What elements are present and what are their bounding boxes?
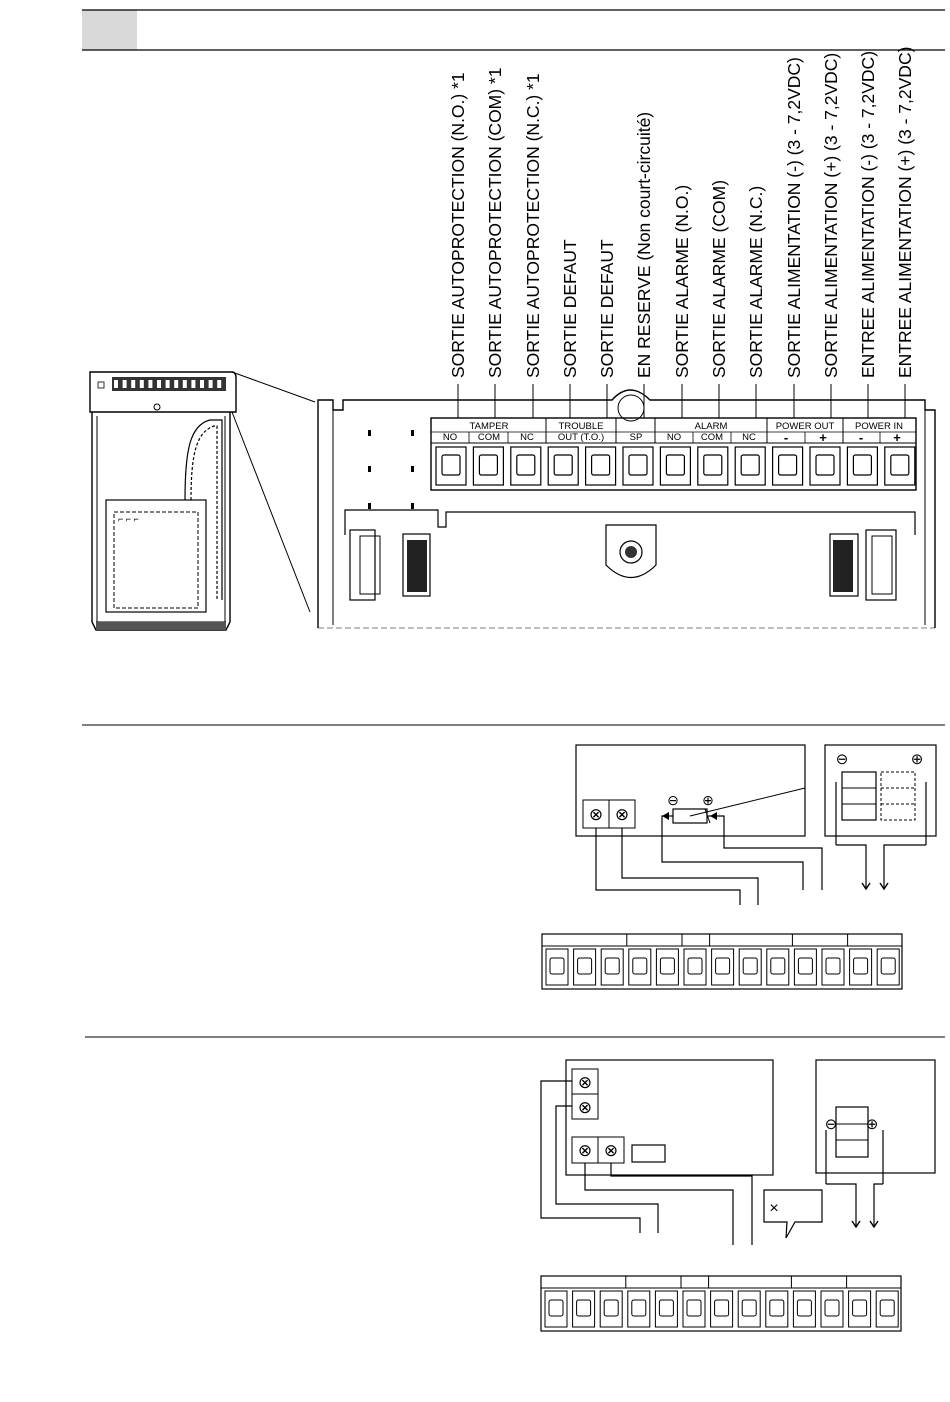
detector-overview	[90, 372, 315, 630]
strip-terminal	[794, 949, 816, 985]
terminal-label-4: SORTIE DEFAUT	[560, 239, 580, 378]
terminal-label-10: SORTIE ALIMENTATION (-) (3 - 7,2VDC)	[784, 57, 804, 378]
tamper-nc-label: NC	[520, 432, 534, 443]
minus-icon: ⊖	[835, 751, 849, 768]
strip-terminal	[766, 1291, 788, 1327]
strip-terminal	[850, 949, 872, 985]
terminal-screw-12	[847, 447, 877, 485]
tamper-no-label: NO	[442, 432, 458, 443]
minus-icon: ⊖	[667, 792, 679, 808]
strip-terminal	[712, 949, 734, 985]
strip-terminal	[628, 1291, 650, 1327]
terminal-screw-5	[586, 447, 616, 485]
alarm-nc-label: NC	[742, 432, 756, 443]
mini-terminal-tooth	[166, 380, 170, 388]
strip-terminal	[877, 949, 899, 985]
tamper-com-label: COM	[477, 432, 501, 443]
mini-terminal-tooth	[148, 380, 152, 388]
terminal-screw-1	[436, 447, 466, 485]
header-tab	[82, 10, 137, 50]
strip-terminal	[822, 949, 844, 985]
terminal-screw-2	[473, 447, 503, 485]
strip-terminal	[739, 949, 761, 985]
terminal-label-5: SORTIE DEFAUT	[597, 239, 617, 378]
power-out-group-label: POWER OUT	[775, 421, 835, 432]
terminal-strip-1	[542, 934, 902, 989]
terminal-screw-13	[885, 447, 915, 485]
strip-terminal	[545, 1291, 567, 1327]
plus-icon: ⊕	[865, 1116, 879, 1133]
strip-terminal	[683, 1291, 705, 1327]
plus-icon: ⊕	[702, 792, 714, 808]
terminal-screw-8	[698, 447, 728, 485]
power-out-plus-label: +	[819, 430, 827, 445]
power-out-minus-label: -	[783, 430, 789, 445]
strip-terminal	[656, 949, 678, 985]
strip-terminal	[573, 1291, 595, 1327]
terminal-screw-4	[548, 447, 578, 485]
mini-terminal-tooth	[140, 380, 144, 388]
screw-icon: ⊗	[603, 1141, 619, 1160]
trouble-out-label: OUT (T.O.)	[557, 432, 605, 443]
terminal-label-6: EN RESERVE (Non court-circuité)	[634, 111, 654, 378]
strip-terminal	[821, 1291, 843, 1327]
strip-terminal	[793, 1291, 815, 1327]
mini-terminal-tooth	[200, 380, 204, 388]
wiring-diagram-2	[541, 1060, 935, 1331]
strip-terminal	[767, 949, 789, 985]
screw-icon: ⊗	[577, 1098, 593, 1117]
battery-icon	[842, 772, 876, 820]
mini-terminal-tooth	[191, 380, 195, 388]
strip-terminal	[876, 1291, 898, 1327]
trouble-group-label: TROUBLE	[558, 421, 604, 432]
page-header	[82, 10, 945, 50]
strip-terminal	[546, 949, 568, 985]
plus-icon: ⊕	[910, 751, 924, 768]
screw-icon: ⊗	[614, 805, 630, 824]
strip-terminal	[684, 949, 706, 985]
cross-icon: ×	[769, 1200, 779, 1217]
terminal-label-list	[448, 47, 915, 418]
strip-terminal	[601, 949, 623, 985]
right-clip	[830, 530, 896, 600]
terminal-label-2: SORTIE AUTOPROTECTION (COM) *1	[485, 67, 505, 378]
strip-terminal	[738, 1291, 760, 1327]
mini-terminal-tooth	[183, 380, 187, 388]
strip-terminal	[849, 1291, 871, 1327]
terminal-strip-2	[541, 1276, 901, 1331]
center-screw-mount	[606, 525, 656, 578]
mini-terminal-tooth	[114, 380, 118, 388]
minus-icon: ⊖	[824, 1116, 838, 1133]
power-in-group-label: POWER IN	[854, 421, 904, 432]
terminal-board	[318, 390, 935, 628]
left-clip	[350, 530, 430, 600]
mini-terminal-tooth	[157, 380, 161, 388]
mini-terminal-tooth	[209, 380, 213, 388]
terminal-screw-7	[660, 447, 690, 485]
power-in-plus-label: +	[893, 430, 901, 445]
terminal-label-3: SORTIE AUTOPROTECTION (N.C.) *1	[523, 73, 543, 378]
control-panel-box	[576, 745, 805, 836]
alarm-com-label: COM	[700, 432, 724, 443]
alarm-no-label: NO	[666, 432, 682, 443]
wiring-diagram-1	[542, 745, 936, 989]
terminal-screw-9	[735, 447, 765, 485]
power-in-minus-label: -	[858, 430, 864, 445]
control-panel-box	[566, 1060, 773, 1175]
terminal-label-9: SORTIE ALARME (N.C.)	[746, 185, 766, 378]
terminal-label-1: SORTIE AUTOPROTECTION (N.O.) *1	[448, 72, 468, 378]
terminal-screw-11	[810, 447, 840, 485]
terminal-label-7: SORTIE ALARME (N.O.)	[672, 184, 692, 378]
strip-terminal	[629, 949, 651, 985]
terminal-label-11: SORTIE ALIMENTATION (+) (3 - 7,2VDC)	[821, 52, 841, 378]
terminal-label-13: ENTREE ALIMENTATION (+) (3 - 7,2VDC)	[895, 46, 915, 378]
terminal-screw-6	[623, 447, 653, 485]
sp-label: SP	[629, 432, 643, 443]
mini-terminal-tooth	[123, 380, 127, 388]
mini-terminal-tooth	[217, 380, 221, 388]
screw-icon: ⊗	[577, 1073, 593, 1092]
svg-text:⌐ ⌐ ⌐: ⌐ ⌐ ⌐	[118, 514, 139, 524]
battery-icon	[836, 1107, 868, 1157]
screw-icon: ⊗	[577, 1141, 593, 1160]
strip-terminal	[655, 1291, 677, 1327]
strip-terminal	[574, 949, 596, 985]
terminal-label-8: SORTIE ALARME (COM)	[709, 179, 729, 378]
terminal-screws	[436, 447, 915, 485]
board-marks	[368, 430, 414, 509]
terminal-label-12: ENTREE ALIMENTATION (-) (3 - 7,2VDC)	[858, 50, 878, 378]
strip-terminal	[711, 1291, 733, 1327]
tamper-group-label: TAMPER	[469, 421, 509, 432]
screw-icon: ⊗	[588, 805, 604, 824]
terminal-screw-3	[511, 447, 541, 485]
alarm-group-label: ALARM	[694, 421, 728, 432]
strip-terminal	[600, 1291, 622, 1327]
mini-terminal-tooth	[174, 380, 178, 388]
mini-terminal-tooth	[131, 380, 135, 388]
terminal-screw-10	[773, 447, 803, 485]
